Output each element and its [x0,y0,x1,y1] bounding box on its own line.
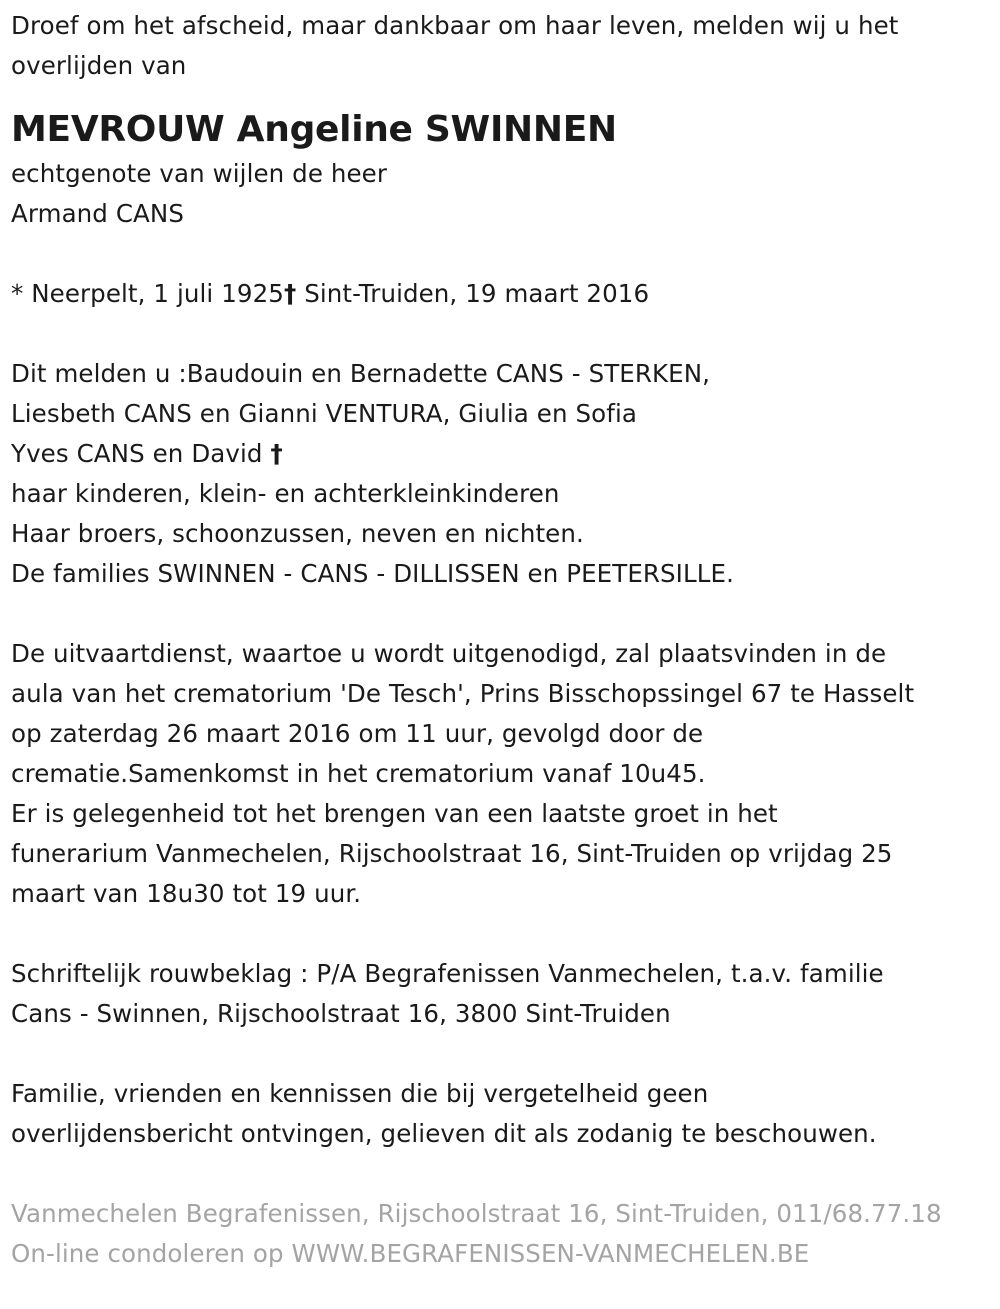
footer-contact: Vanmechelen Begrafenissen, Rijschoolstraat 16, Sint-Truiden, 011/68.77.18 [11,1199,942,1228]
spacer [11,1034,990,1074]
spouse-line: Armand CANS [11,199,184,228]
spacer [11,234,990,274]
service-line: maart van 18u30 tot 19 uur. [11,879,362,908]
deceased-name: MEVROUW Angeline SWINNEN [11,109,617,150]
spacer [11,594,990,634]
spouse-line: echtgenote van wijlen de heer [11,159,388,188]
family-line: Haar broers, schoonzussen, neven en nichten. [11,519,584,548]
intro-text [11,6,990,86]
notice-line: Familie, vrienden en kennissen die bij vergetelheid geen [11,1079,709,1108]
spacer [11,914,990,954]
service-line: funerarium Vanmechelen, Rijschoolstraat 16, Sint-Truiden op vrijdag 25 [11,839,893,868]
notice-line: overlijdensbericht ontvingen, gelieven dit als zodanig te beschouwen. [11,1119,877,1148]
birth-death-dates [11,274,990,314]
funeral-service-info [11,634,990,914]
family-line: Dit melden u :Baudouin en Bernadette CANS - STERKEN, [11,359,711,388]
cross-icon: † [270,439,283,468]
footer-website: On-line condoleren op WWW.BEGRAFENISSEN-VANMECHELEN.BE [11,1239,810,1268]
family-line: haar kinderen, klein- en achterkleinkinderen [11,479,560,508]
service-line: De uitvaartdienst, waartoe u wordt uitgenodigd, zal plaatsvinden in de [11,639,887,668]
spouse-info [11,154,990,234]
condolence-line: Cans - Swinnen, Rijschoolstraat 16, 3800 Sint-Truiden [11,999,671,1028]
spacer [11,1154,990,1194]
condolence-line: Schriftelijk rouwbeklag : P/A Begrafenissen Vanmechelen, t.a.v. familie [11,959,884,988]
intro-line: Droef om het afscheid, maar dankbaar om haar leven, melden wij u het [11,11,899,40]
intro-line: overlijden van [11,51,187,80]
spacer [11,86,990,106]
notice-text [11,1074,990,1154]
condolence-address [11,954,990,1034]
funeral-home-footer [11,1194,990,1274]
family-line: Liesbeth CANS en Gianni VENTURA, Giulia en Sofia [11,399,637,428]
family-line-text: Yves CANS en David [11,439,271,468]
service-line: aula van het crematorium 'De Tesch', Prins Bisschopssingel 67 te Hasselt [11,679,915,708]
family-list [11,354,990,594]
family-line: De families SWINNEN - CANS - DILLISSEN en PEETERSILLE. [11,559,734,588]
death-date: Sint-Truiden, 19 maart 2016 [296,279,650,308]
service-line: crematie.Samenkomst in het crematorium vanaf 10u45. [11,759,706,788]
cross-icon: † [283,279,297,308]
spacer [11,314,990,354]
family-line [11,434,990,474]
birth-date: * Neerpelt, 1 juli 1925 [11,279,284,308]
service-line: op zaterdag 26 maart 2016 om 11 uur, gevolgd door de [11,719,704,748]
service-line: Er is gelegenheid tot het brengen van een laatste groet in het [11,799,778,828]
